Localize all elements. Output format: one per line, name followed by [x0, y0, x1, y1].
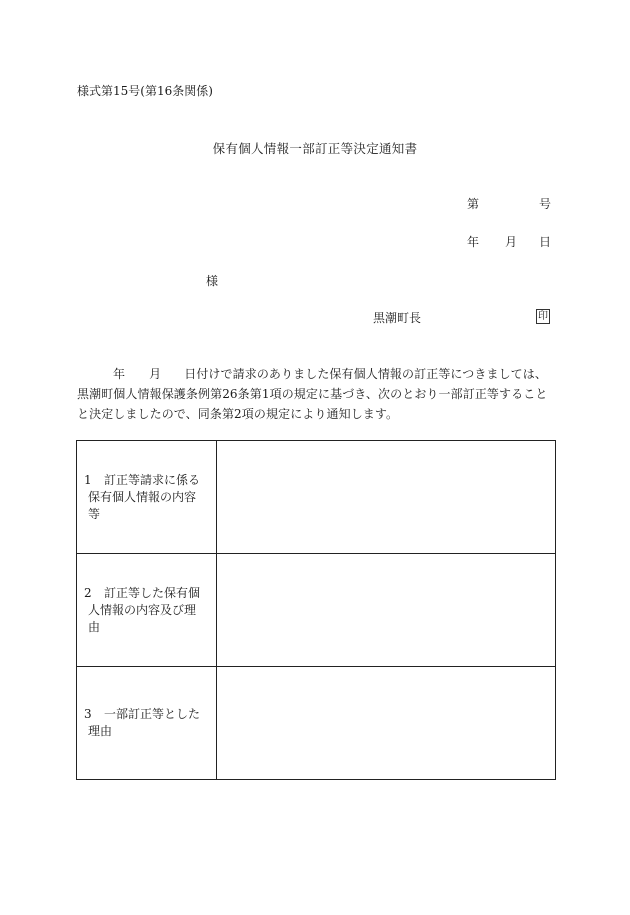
notice-body: [77, 364, 551, 424]
date-month-label: 月: [505, 235, 518, 249]
addressee-honorific: 様: [206, 274, 219, 288]
item-number: 1: [84, 472, 92, 487]
item-label-line: 理由: [88, 724, 113, 738]
item-label-cell: [77, 554, 217, 667]
item-number: 3: [84, 707, 92, 721]
item-number: 2: [84, 585, 92, 600]
date-year-label: 年: [467, 235, 480, 249]
item-label-line: 訂正等した保有個: [104, 585, 201, 600]
item-label-line: 一部訂正等とした: [104, 707, 201, 721]
body-text: 日付けで請求のありました保有個人情報の訂正等につきましては、黒潮町個人情報保護条例第26条第1項の規定に基づき、次のとおり一部訂正等することと決定しましたので、同条第2項の規定により通知します。: [77, 367, 548, 421]
doc-number-prefix: 第: [467, 197, 480, 211]
document-title: 保有個人情報一部訂正等決定通知書: [212, 141, 418, 156]
decision-items-table: [76, 440, 556, 780]
item-value-cell[interactable]: [217, 554, 556, 667]
item-label-line: 人情報の内容及び理: [88, 602, 197, 617]
item-value-cell[interactable]: [217, 441, 556, 554]
table-row: [77, 554, 556, 667]
item-label-line: 保有個人情報の内容: [88, 489, 197, 504]
table-row: [77, 667, 556, 780]
doc-number-suffix: 号: [539, 197, 552, 211]
seal-stamp-box: 印: [538, 311, 548, 322]
body-date-month: 月: [149, 367, 162, 381]
item-label-line: 等: [88, 506, 101, 521]
item-label-cell: [77, 441, 217, 554]
date-day-label: 日: [539, 235, 552, 249]
item-value-cell[interactable]: [217, 667, 556, 780]
sender-name: 黒潮町長: [373, 311, 422, 325]
form-number-label: 様式第15号(第16条関係): [77, 84, 213, 98]
item-label-cell: [77, 667, 217, 780]
item-label-line: 訂正等請求に係る: [104, 472, 201, 487]
body-date-year: 年: [113, 367, 126, 381]
item-label-line: 由: [88, 619, 101, 634]
table-row: [77, 441, 556, 554]
